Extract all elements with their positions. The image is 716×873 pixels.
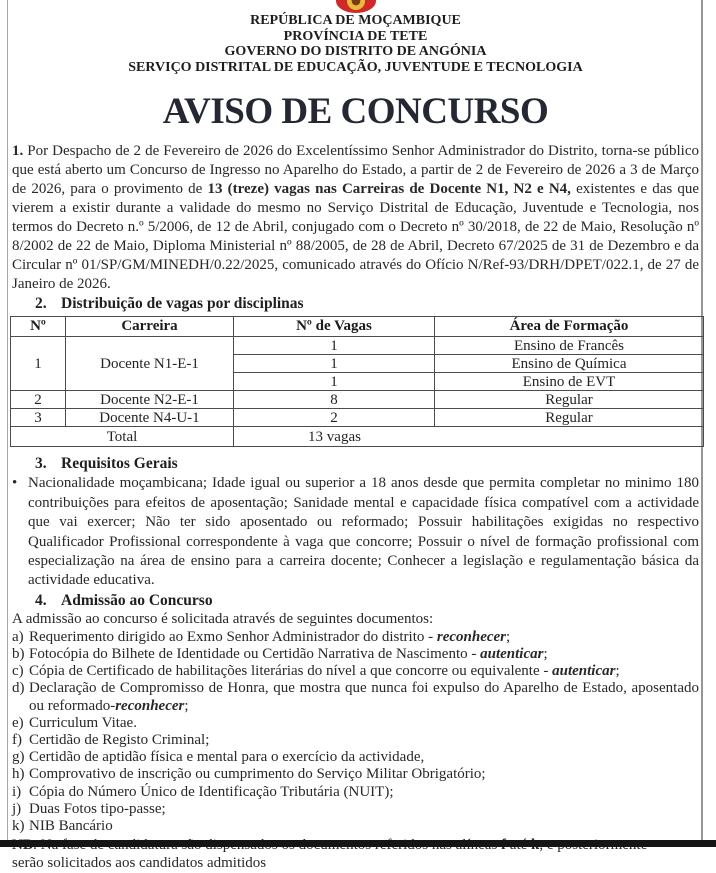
cell-num: 2 xyxy=(11,391,66,409)
cell-vagas: 1 xyxy=(234,355,435,373)
list-item-g xyxy=(12,749,699,766)
col-header-carreira: Carreira xyxy=(66,317,234,337)
header-line-republic: REPÚBLICA DE MOÇAMBIQUE xyxy=(250,13,461,28)
section-title: Requisitos Gerais xyxy=(61,455,178,473)
cell-vagas: 1 xyxy=(234,337,435,355)
cell-carreira: Docente N1-E-1 xyxy=(66,337,234,391)
item-letter: g) xyxy=(12,749,25,766)
section-heading-admissao xyxy=(35,591,699,610)
section-title: Admissão ao Concurso xyxy=(61,591,213,609)
bottom-black-bar xyxy=(0,840,716,847)
col-header-num: Nº xyxy=(11,317,66,337)
admissao-intro: A admissão ao concurso é solicitada através de seguintes documentos: xyxy=(12,610,434,627)
item-letter: i) xyxy=(12,783,22,800)
item-text: Duas Fotos tipo-passe; xyxy=(29,800,166,817)
requisitos-bullet-item xyxy=(12,474,699,590)
table-row xyxy=(11,409,704,427)
requisitos-text: Nacionalidade moçambicana; Idade igual ou superior a 18 anos desde que permita completar no minimo 180 contribuições para efeitos de aposentação; Sanidade mental e capacidade física compatível com a actividade que vai exercer; Não ter sido aposentado ou reformado; Possuir habilitações exigidas no respectivo Qualificador Profissional correspondente à vaga que concorre; Possuir o nível de formação profissional com especialização na área de ensino para a carreira docente; Conhecer a legislação e regulamentação básica da actividade educativa. xyxy=(28,475,699,589)
list-item-a xyxy=(12,629,699,646)
cell-total-value xyxy=(234,427,704,447)
list-item-j xyxy=(12,801,699,818)
item-letter: b) xyxy=(12,646,25,663)
section-number: 4. xyxy=(35,591,47,609)
item-text: Requerimento dirigido ao Exmo Senhor Administrador do distrito - reconhecer; xyxy=(29,628,511,645)
section-heading-requisitos xyxy=(35,454,699,473)
page-border-left xyxy=(7,0,8,840)
cell-area: Ensino de Química xyxy=(435,355,704,373)
table-row xyxy=(11,337,704,355)
intro-paragraph: 1. Por Despacho de 2 de Fevereiro de 2026 do Excelentíssimo Senhor Administrador do Distrito, torna-se público que está aberto um Concurso de Ingresso no Aparelho do Estado, a partir de 2 de Fevereiro de 2026 a 3 de Março de 2026, para o provimento de 13 (treze) vagas nas Carreiras de Docente N1, N2 e N4, existentes e das que vierem a existir durante a validade do mesmo no Serviço Distrital de Educação, Juventude e Tecnologia, nos termos do Decreto n.º 5/2006, de 12 de Abril, conjugado com o Decreto nº 30/2018, de 22 de Maio, Resolução nº 8/2002 de 22 de Maio, Diploma Ministerial nº 88/2005, de 28 de Abril, Decreto 67/2025 de 31 de Dezembro e da Circular nº 01/SP/GM/MINEDH/0.22/2025, comunicado através do Ofício N/Ref-93/DRH/DPET/022.1, de 27 de Janeiro de 2026. xyxy=(12,143,700,293)
header-line-district: GOVERNO DO DISTRITO DE ANGÓNIA xyxy=(224,44,487,60)
cell-total-label: Total xyxy=(11,427,234,447)
list-item-b xyxy=(12,646,699,663)
item-letter: j) xyxy=(12,800,22,817)
item-text: Comprovativo de inscrição ou cumprimento do Serviço Militar Obrigatório; xyxy=(29,766,486,783)
cell-num: 1 xyxy=(11,337,66,391)
list-item-e xyxy=(12,715,699,732)
item-letter: c) xyxy=(12,663,24,680)
header-line-province: PROVÍNCIA DE TETE xyxy=(283,28,428,44)
item-text: Declaração de Compromisso de Honra, que mostra que nunca foi expulso do Aparelho de Estado, aposentado ou reformado-reconhecer; xyxy=(29,680,699,714)
cell-vagas: 8 xyxy=(234,391,435,409)
cell-carreira: Docente N4-U-1 xyxy=(66,409,234,427)
table-row xyxy=(11,391,704,409)
list-item-k xyxy=(12,818,699,835)
list-item-i xyxy=(12,784,699,801)
cell-area: Ensino de Francês xyxy=(435,337,704,355)
item-letter: e) xyxy=(12,714,24,731)
section-title: Distribuição de vagas por disciplinas xyxy=(61,295,304,313)
list-item-c xyxy=(12,663,699,680)
list-item-f xyxy=(12,732,699,749)
page-title: AVISO DE CONCURSO xyxy=(162,91,549,133)
section-number: 2. xyxy=(35,295,47,313)
header-line-service: SERVIÇO DISTRITAL DE EDUCAÇÃO, JUVENTUDE E TECNOLOGIA xyxy=(128,59,583,75)
cell-vagas: 2 xyxy=(234,409,435,427)
vagas-table xyxy=(10,316,704,447)
list-item-d xyxy=(12,680,699,714)
emblem-wrap xyxy=(12,0,699,13)
item-text: Fotocópia do Bilhete de Identidade ou Certidão Narrativa de Nascimento - autenticar; xyxy=(29,646,548,663)
cell-area: Ensino de EVT xyxy=(435,373,704,391)
document-content xyxy=(12,0,700,872)
mozambique-emblem-icon xyxy=(336,0,376,13)
item-text: Curriculum Vitae. xyxy=(29,714,137,731)
cell-area: Regular xyxy=(435,391,704,409)
item-text: Certidão de aptidão física e mental para o exercício da actividade, xyxy=(29,749,425,766)
item-text: Cópia de Certificado de habilitações literárias do nível a que concorre ou equivalente - autenticar; xyxy=(29,663,620,680)
cell-carreira: Docente N2-E-1 xyxy=(66,391,234,409)
item-letter: d) xyxy=(12,680,25,697)
col-header-area: Área de Formação xyxy=(435,317,704,337)
item-letter: k) xyxy=(12,818,25,835)
clipped-last-line: serão solicitados aos candidatos admitidos xyxy=(12,855,267,872)
table-header-row xyxy=(11,317,704,337)
item-text: Cópia do Número Único de Identificação Tributária (NUIT); xyxy=(29,783,394,800)
col-header-vagas: Nº de Vagas xyxy=(234,317,435,337)
section-heading-vagas xyxy=(35,294,699,313)
table-total-row xyxy=(11,427,704,447)
bullet-icon: • xyxy=(12,475,18,492)
item-text: NIB Bancário xyxy=(29,818,113,835)
total-value-text: 13 vagas xyxy=(308,428,361,445)
section-number: 3. xyxy=(35,455,47,473)
item-letter: h) xyxy=(12,766,25,783)
cell-area: Regular xyxy=(435,409,704,427)
item-letter: f) xyxy=(12,732,22,749)
item-letter: a) xyxy=(12,628,24,645)
cell-num: 3 xyxy=(11,409,66,427)
cell-vagas: 1 xyxy=(234,373,435,391)
item-text: Certidão de Registo Criminal; xyxy=(29,732,210,749)
list-item-h xyxy=(12,766,699,783)
